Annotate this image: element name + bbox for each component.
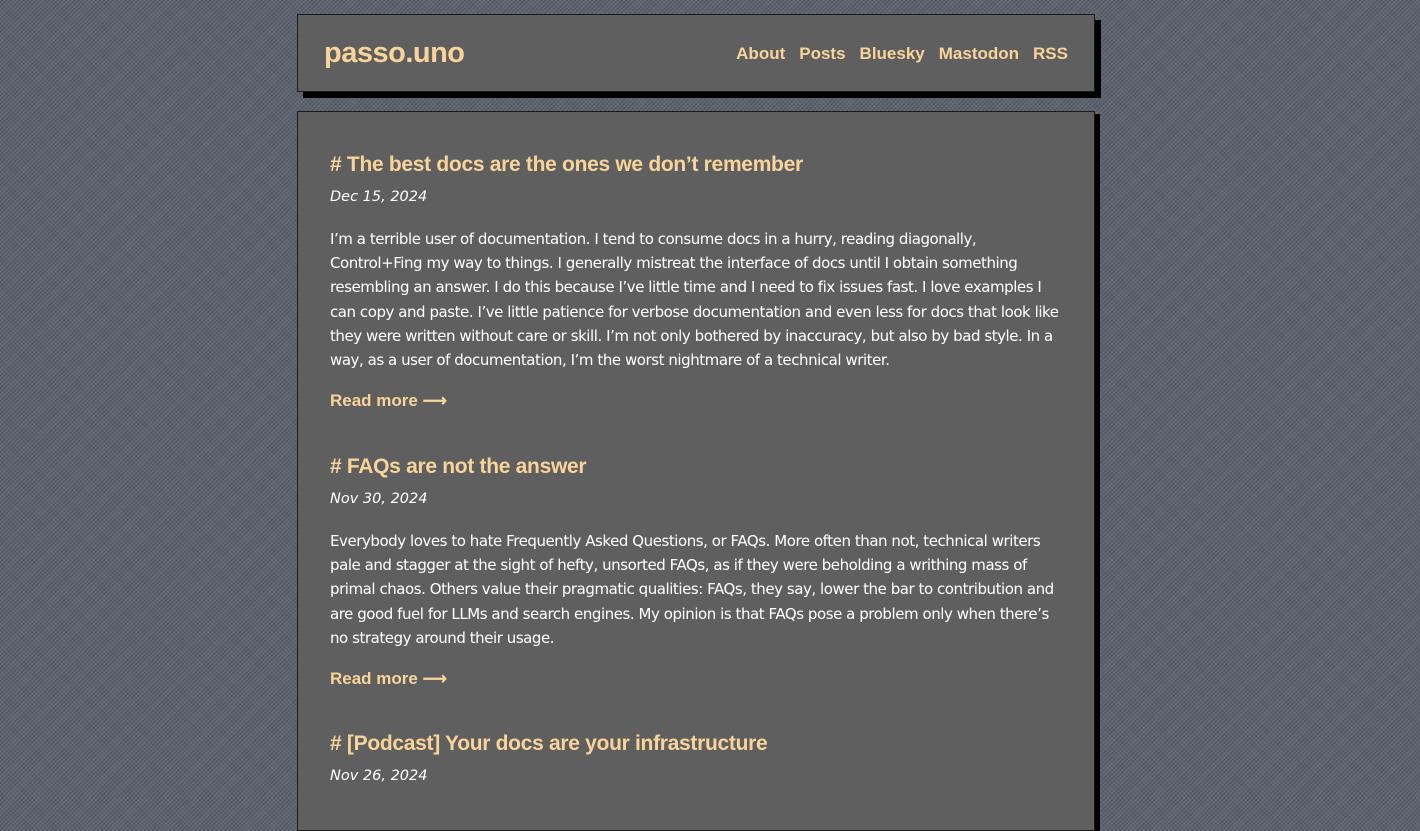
post-excerpt: I’m a terrible user of documentation. I tend to consume docs in a hurry, reading diagonally, Control+Fing my way to things. I generally mistreat the interface of docs until I obtain something resembling an answer. I do this because I’ve little time and I need to fix issues fast. I love examples I can copy and paste. I’ve little patience for verbose documentation and even less for docs that look like they were written without care or skill. I’m not only bothered by inaccuracy, but also by bad style. In a way, as a user of documentation, I’m the worst nightmare of a technical writer. xyxy=(330,230,1059,370)
nav-link-bluesky[interactable]: Bluesky xyxy=(859,44,925,63)
read-more-link[interactable]: Read more ⟶ xyxy=(330,391,447,411)
post-date: Nov 30, 2024 xyxy=(330,491,428,507)
post-item xyxy=(330,454,1066,690)
nav-link-about[interactable]: About xyxy=(736,44,786,63)
post-excerpt: Everybody loves to hate Frequently Asked Questions, or FAQs. More often than not, technical writers pale and stagger at the sight of hefty, unsorted FAQs, as if they were beholding a writhing mass of primal chaos. Others value their pragmatic qualities: FAQs, they say, lower the bar to contribution and are good fuel for LLMs and search engines. My opinion is that FAQs pose a problem only when there’s no strategy around their usage. xyxy=(330,532,1054,647)
read-more-link[interactable]: Read more ⟶ xyxy=(330,669,447,689)
site-title-link[interactable]: passo.uno xyxy=(324,37,465,69)
post-list xyxy=(297,111,1095,831)
post-title-link[interactable]: # FAQs are not the answer xyxy=(330,455,587,478)
site-header xyxy=(297,14,1095,92)
nav-link-posts[interactable]: Posts xyxy=(799,44,846,63)
post-item xyxy=(330,152,1066,412)
post-date: Dec 15, 2024 xyxy=(330,189,428,205)
post-title-link[interactable]: # [Podcast] Your docs are your infrastructure xyxy=(330,732,768,755)
post-item xyxy=(330,731,1066,786)
post-date: Nov 26, 2024 xyxy=(330,768,428,784)
nav-link-mastodon[interactable]: Mastodon xyxy=(938,44,1020,63)
main-nav xyxy=(736,43,1068,65)
post-title-link[interactable]: # The best docs are the ones we don’t remember xyxy=(330,153,803,176)
nav-link-rss[interactable]: RSS xyxy=(1033,44,1068,63)
